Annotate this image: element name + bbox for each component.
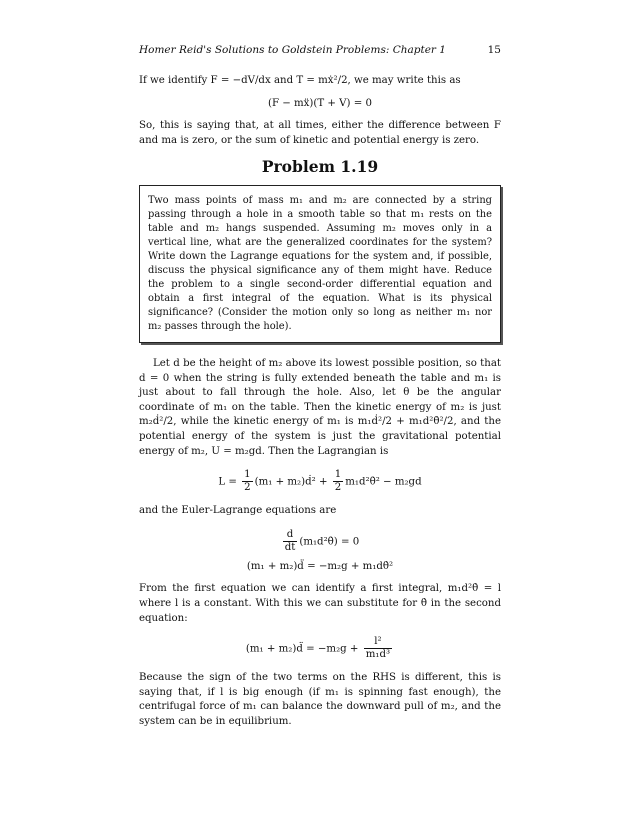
fraction-half-2: [333, 469, 343, 494]
equation-substituted: [139, 636, 501, 661]
intro-paragraph: If we identify F = −dV/dx and T = mẋ²/2, we may write this as: [139, 75, 461, 86]
problem-statement: Two mass points of mass m₁ and m₂ are connected by a string passing through a hole in a smooth table so that m₁ rests on the table and m₂ hangs suspended. Assuming m₂ moves only in a vertical line, what are the generalized coordinates for the system? Write down the Lagrange equations for the system and, if possible, discuss the physical significance any of them might have. Reduce the problem to a single second-order differential equation and obtain a first integral of the equation. What is its physical significance? (Consider the motion only so long as neither m₁ nor m₂ passes through the hole).: [148, 194, 492, 332]
fraction-d-dt: [283, 529, 298, 554]
solution-paragraph-1: Let d be the height of m₂ above its lowest possible position, so that d = 0 when the string is fully extended beneath the table and m₁ is just about to fall through the hole. Also, let θ be the angular coordinate of m₁ on the table. Then the kinetic energy of m₂ is just m₂ḋ²/2, while the kinetic energy of m₁ is m₁ḋ²/2 + m₁d²θ̇²/2, and the potential energy of the system is just the gravitational potential energy of m₂, U = m₂gd. Then the Lagrangian is: [139, 357, 501, 457]
problem-title: Problem 1.19: [261, 157, 379, 177]
lagrangian-lhs: L =: [218, 476, 237, 488]
lagrangian-term-1: (m₁ + m₂)ḋ² +: [254, 476, 328, 488]
equation-energy: (F − mẍ)(T + V) = 0: [267, 97, 373, 109]
solution-paragraph-3: From the first equation we can identify a first integral, m₁d²θ̇ = l where l is a constant. With this we can substitute for θ̇ in the second equation:: [139, 583, 501, 624]
fraction-denominator: dt: [284, 541, 296, 553]
fraction-denominator: m₁d³: [365, 649, 391, 661]
page-number: 15: [487, 44, 501, 56]
fraction-numerator: 1: [334, 469, 342, 481]
intro-conclusion: So, this is saying that, at all times, either the difference between F and ma is zero, or the sum of kinetic and potential energy is zero.: [139, 120, 501, 146]
equation-euler-lagrange-2: (m₁ + m₂)d̈ = −m₂g + m₁dθ̇²: [246, 560, 394, 572]
fraction-l-squared: [364, 636, 392, 661]
equation-substituted-lhs: (m₁ + m₂)d̈ = −m₂g +: [245, 643, 359, 655]
page-content: [139, 74, 501, 729]
solution-paragraph-4: Because the sign of the two terms on the RHS is different, this is saying that, if l is big enough (if m₁ is spinning fast enough), the centrifugal force of m₁ can balance the downward pull of m₂, and the system can be in equilibrium.: [139, 672, 501, 727]
problem-statement-box: [139, 185, 501, 343]
fraction-numerator: 1: [244, 469, 251, 481]
fraction-half-1: [242, 469, 252, 494]
fraction-numerator: d: [283, 529, 298, 542]
equation-euler-lagrange-1: [139, 529, 501, 554]
running-title: Homer Reid's Solutions to Goldstein Problems: Chapter 1: [139, 44, 446, 56]
lagrangian-term-2: m₁d²θ̇² − m₂gd: [345, 476, 422, 488]
euler-lagrange-1-rest: (m₁d²θ̇) = 0: [299, 536, 360, 548]
equation-lagrangian: [139, 469, 501, 494]
solution-paragraph-2: and the Euler-Lagrange equations are: [139, 505, 337, 517]
fraction-denominator: 2: [244, 482, 251, 494]
running-header: [139, 44, 501, 56]
fraction-denominator: 2: [334, 482, 342, 494]
fraction-numerator: l²: [364, 636, 392, 649]
